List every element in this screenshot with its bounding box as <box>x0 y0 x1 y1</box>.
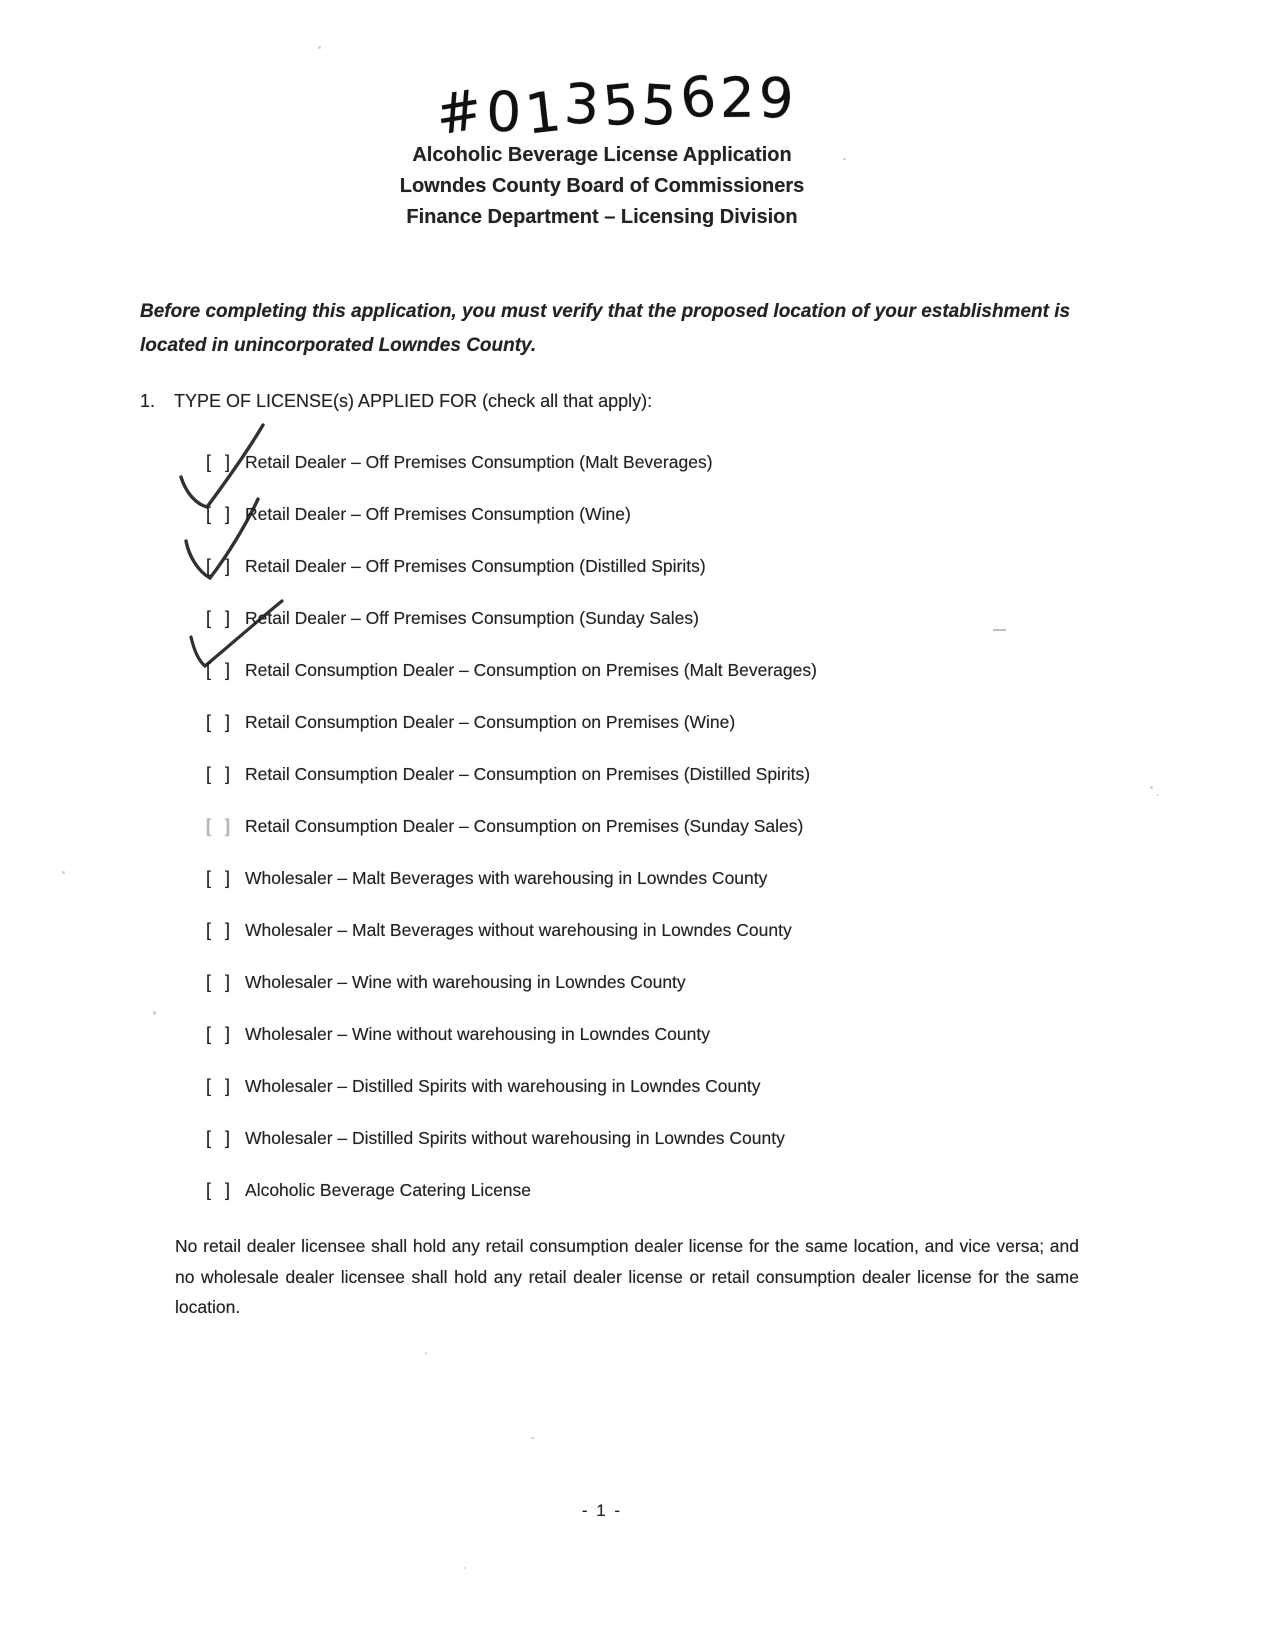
license-option-label: Wholesaler – Malt Beverages with warehousing in Lowndes County <box>245 868 768 888</box>
license-option <box>206 452 713 473</box>
license-option <box>206 1180 531 1201</box>
license-option-label: Retail Dealer – Off Premises Consumption (Sunday Sales) <box>245 608 699 628</box>
checkbox-brackets: [ ] <box>206 1076 233 1096</box>
checkbox-brackets: [ ] <box>206 764 233 784</box>
checkbox-brackets: [ ] <box>206 920 233 940</box>
document-header <box>240 140 964 233</box>
license-option <box>206 868 767 889</box>
scan-speck <box>1157 794 1159 796</box>
license-option-label: Wholesaler – Wine without warehousing in Lowndes County <box>245 1024 710 1044</box>
license-option-label: Wholesaler – Wine with warehousing in Lowndes County <box>245 972 686 992</box>
license-option-label: Wholesaler – Distilled Spirits without warehousing in Lowndes County <box>245 1128 785 1148</box>
license-option-label: Retail Dealer – Off Premises Consumption (Malt Beverages) <box>245 452 713 472</box>
scan-speck <box>425 1352 427 1355</box>
license-option <box>206 816 803 837</box>
scan-speck <box>464 1567 466 1569</box>
doc-title: Alcoholic Beverage License Application <box>412 144 792 166</box>
handwritten-ref-number: #01355629 <box>430 62 799 148</box>
checkbox-brackets: [ ] <box>206 1128 233 1148</box>
scan-speck <box>153 1011 156 1015</box>
license-option <box>206 920 792 941</box>
org-name: Lowndes County Board of Commissioners <box>399 175 805 197</box>
checkbox-brackets: [ ] <box>206 608 233 628</box>
scan-speck <box>531 1437 534 1439</box>
license-option-label: Retail Consumption Dealer – Consumption on Premises (Sunday Sales) <box>245 816 804 836</box>
checkbox-brackets: [ ] <box>206 712 233 732</box>
license-option <box>206 504 631 525</box>
license-option-label: Retail Dealer – Off Premises Consumption (Distilled Spirits) <box>245 556 706 576</box>
license-option <box>206 1024 710 1045</box>
checkbox-brackets: [ ] <box>206 972 233 992</box>
license-option <box>206 660 817 681</box>
checkbox-brackets: [ ] <box>206 1024 233 1044</box>
department-name: Finance Department – Licensing Division <box>406 206 798 228</box>
checkbox-brackets: [ ] <box>206 660 233 680</box>
license-option <box>206 1076 761 1097</box>
license-option <box>206 1128 785 1149</box>
section-title: TYPE OF LICENSE(s) APPLIED FOR (check all that apply): <box>174 391 653 411</box>
license-option-label: Retail Consumption Dealer – Consumption on Premises (Malt Beverages) <box>245 660 817 680</box>
license-option-label: Retail Dealer – Off Premises Consumption (Wine) <box>245 504 631 524</box>
checkbox-brackets: [ ] <box>206 504 233 524</box>
exclusivity-note: No retail dealer licensee shall hold any retail consumption dealer license for the same location, and vice versa; and no wholesale dealer licensee shall hold any retail dealer license or retail consumption dealer license for the same location. <box>175 1236 1079 1317</box>
scan-speck <box>993 629 1006 631</box>
checkbox-brackets: [ ] <box>206 868 233 888</box>
license-option-label: Alcoholic Beverage Catering License <box>245 1180 532 1200</box>
license-option <box>206 764 810 785</box>
scan-speck <box>62 871 65 874</box>
license-option-label: Retail Consumption Dealer – Consumption on Premises (Distilled Spirits) <box>245 764 811 784</box>
section-number: 1. <box>140 391 156 411</box>
license-option-label: Wholesaler – Distilled Spirits with warehousing in Lowndes County <box>245 1076 761 1096</box>
checkbox-brackets: [ ] <box>206 556 233 576</box>
license-option-label: Retail Consumption Dealer – Consumption on Premises (Wine) <box>245 712 736 732</box>
checkbox-brackets: [ ] <box>206 816 233 836</box>
scan-speck <box>843 158 846 160</box>
license-option-label: Wholesaler – Malt Beverages without warehousing in Lowndes County <box>245 920 792 940</box>
license-option <box>206 712 735 733</box>
page-number: - 1 - <box>581 1501 623 1520</box>
license-option <box>206 972 686 993</box>
license-option <box>206 608 699 629</box>
license-option <box>206 556 706 577</box>
verification-notice: Before completing this application, you must verify that the proposed location of your establishment is located in unincorporated Lowndes County. <box>140 301 1071 356</box>
section-heading <box>140 391 652 412</box>
checkbox-brackets: [ ] <box>206 452 233 472</box>
scan-speck <box>318 46 321 49</box>
scan-speck <box>1150 786 1153 789</box>
checkbox-brackets: [ ] <box>206 1180 233 1200</box>
